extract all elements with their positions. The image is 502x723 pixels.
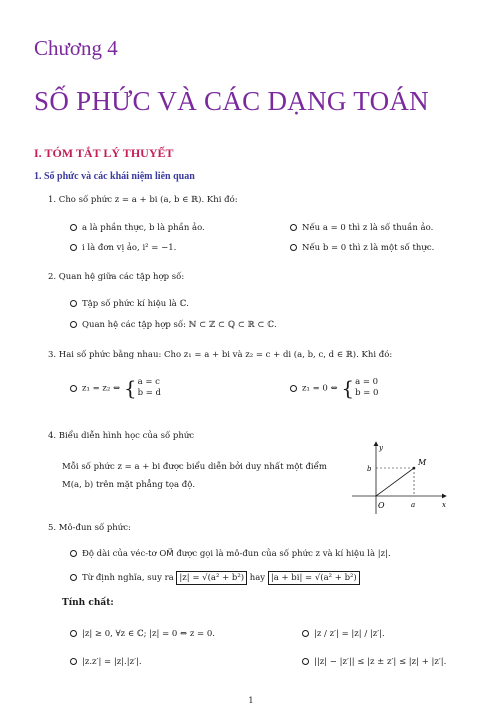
item-1-bullet-4: Nếu b = 0 thì z là một số thực. [290,242,434,254]
complex-plane-figure [352,438,452,516]
item-5-bullet-1: Độ dài của véc-tơ OM⃗ được gọi là mô-đun của số phức z và kí hiệu là |z|. [70,548,391,560]
bullet-circle-icon [70,224,77,231]
item-1-stem: 1. Cho số phức z = a + bi (a, b ∈ ℝ). Khi đó: [48,195,238,205]
item-1-bullet-3: i là đơn vị ảo, i² = −1. [70,242,176,254]
bullet-circle-icon [70,658,77,665]
item-3-equality: z₁ = z₂ ⇔ {a = c b = d [70,377,161,399]
property-2: |z / z′| = |z| / |z′|. [302,628,385,640]
bullet-circle-icon [302,630,309,637]
bullet-circle-icon [70,244,77,251]
chapter-title: SỐ PHỨC VÀ CÁC DẠNG TOÁN [34,86,429,116]
bullet-circle-icon [302,658,309,665]
system-left: a = c b = d [137,377,161,398]
label-a: a [411,501,416,509]
label-b: b [367,465,372,473]
label-o: O [378,501,385,510]
property-1: |z| ≥ 0, ∀z ∈ ℂ; |z| = 0 ⇔ z = 0. [70,628,215,640]
bullet-circle-icon [70,574,77,581]
item-4-line-1: Mỗi số phức z = a + bi được biểu diễn bởi duy nhất một điểm [62,462,327,472]
bullet-circle-icon [70,550,77,557]
item-4-stem: 4. Biểu diễn hình học của số phức [48,431,195,441]
bullet-circle-icon [70,385,77,392]
bullet-circle-icon [290,385,297,392]
label-y: y [379,444,383,452]
item-5-bullet-2: Từ định nghĩa, suy ra |z| = √(a² + b²) hay |a + bi| = √(a² + b²) [70,572,360,584]
brace-icon: { [341,376,355,400]
brace-icon: { [123,376,137,400]
bullet-circle-icon [70,300,77,307]
boxed-formula-2: |a + bi| = √(a² + b²) [268,571,360,585]
item-1-bullet-2: Nếu a = 0 thì z là số thuần ảo. [290,222,433,234]
bullet-circle-icon [290,244,297,251]
bullet-circle-icon [70,630,77,637]
item-2-bullet-1: Tập số phức kí hiệu là ℂ. [70,298,189,310]
bullet-circle-icon [290,224,297,231]
property-3: |z.z′| = |z|.|z′|. [70,656,142,668]
item-3-zero: z₁ = 0 ⇔ {a = 0 b = 0 [290,377,378,399]
item-5-stem: 5. Mô-đun số phức: [48,523,131,533]
property-4: ||z| − |z′|| ≤ |z ± z′| ≤ |z| + |z′|. [302,656,446,668]
properties-label: Tính chất: [62,598,114,608]
chapter-label: Chương 4 [34,36,118,60]
item-3-stem: 3. Hai số phức bằng nhau: Cho z₁ = a + bi và z₂ = c + di (a, b, c, d ∈ ℝ). Khi đó: [48,350,393,360]
vector-om [376,468,414,496]
label-x: x [442,501,446,509]
item-2-bullet-2: Quan hệ các tập hợp số: ℕ ⊂ ℤ ⊂ ℚ ⊂ ℝ ⊂ ℂ. [70,319,277,331]
item-2-stem: 2. Quan hệ giữa các tập hợp số: [48,272,185,282]
item-4-line-2: M(a, b) trên mặt phẳng tọa độ. [62,480,196,490]
bullet-circle-icon [70,321,77,328]
label-m: M [418,458,427,467]
point-m [413,467,416,470]
boxed-formula-1: |z| = √(a² + b²) [176,571,247,585]
page-number: 1 [248,696,254,706]
subsection-heading: 1. Số phức và các khái niệm liên quan [34,171,195,182]
section-heading: I. TÓM TẮT LÝ THUYẾT [34,146,174,160]
item-1-bullet-1: a là phần thực, b là phần ảo. [70,222,205,234]
system-right: a = 0 b = 0 [355,377,379,398]
